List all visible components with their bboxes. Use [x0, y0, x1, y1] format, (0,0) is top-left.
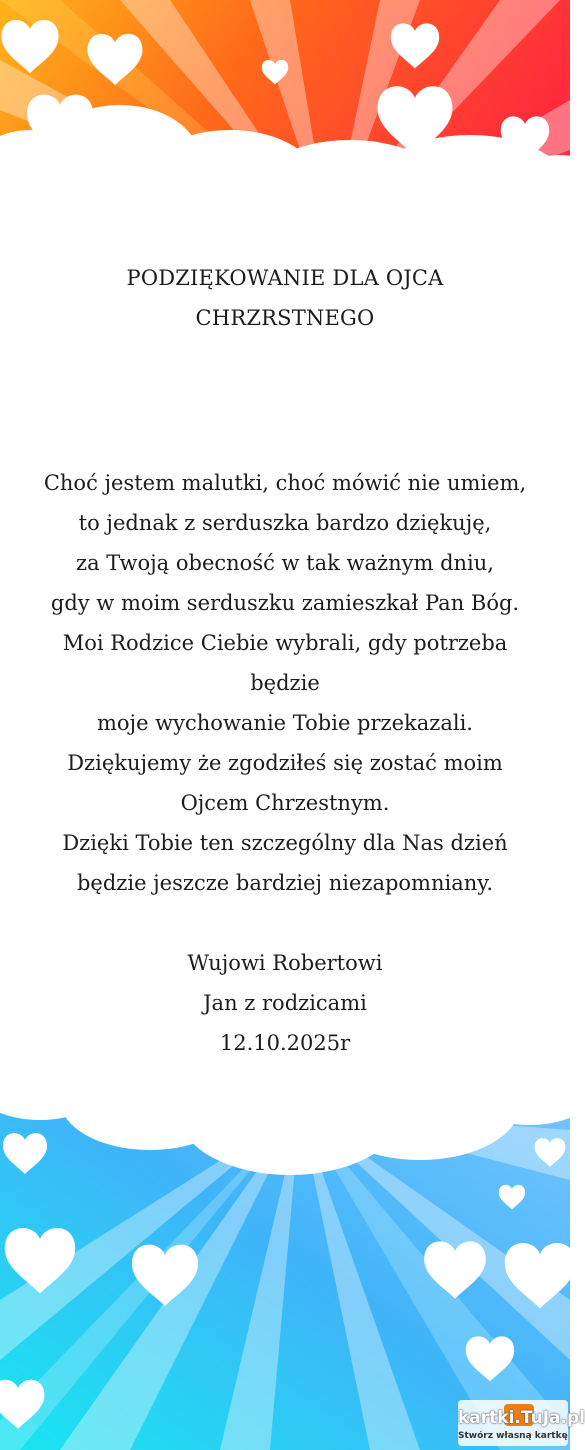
logo-wordmark: kartki.TuJa.pl [458, 1408, 585, 1428]
poem-line: Moi Rodzice Ciebie wybrali, gdy potrzeba [62, 631, 508, 655]
poem [20, 463, 550, 1063]
signature-date: 12.10.2025r [219, 1031, 351, 1055]
poem-line: Dzięki Tobie ten szczególny dla Nas dzień [62, 831, 508, 855]
signature-sender: Jan z rodzicami [203, 991, 367, 1015]
poem-gap [20, 903, 550, 943]
title-line: PODZIĘKOWANIE DLA OJCA [126, 266, 444, 290]
site-logo[interactable] [458, 1402, 585, 1448]
card-title [60, 258, 510, 338]
poem-line: będzie jeszcze bardziej niezapomniany. [76, 871, 494, 895]
poem-line: Dziękujemy że zgodziłeś się zostać moim [67, 751, 503, 775]
poem-line: za Twoją obecność w tak ważnym dniu, [76, 551, 494, 575]
poem-line: moje wychowanie Tobie przekazali. [97, 711, 473, 735]
logo-tagline: Stwórz własną kartkę [458, 1431, 568, 1441]
poem-line: to jednak z serduszka bardzo dziękuję, [78, 511, 492, 535]
poem-line: gdy w moim serduszku zamieszkał Pan Bóg. [50, 591, 520, 615]
poem-line: Choć jestem malutki, choć mówić nie umiem, [43, 471, 527, 495]
poem-line: będzie [250, 671, 320, 695]
title-line: CHRZRSTNEGO [195, 306, 375, 330]
poem-line: Ojcem Chrzestnym. [180, 791, 390, 815]
signature-recipient: Wujowi Robertowi [187, 951, 383, 975]
